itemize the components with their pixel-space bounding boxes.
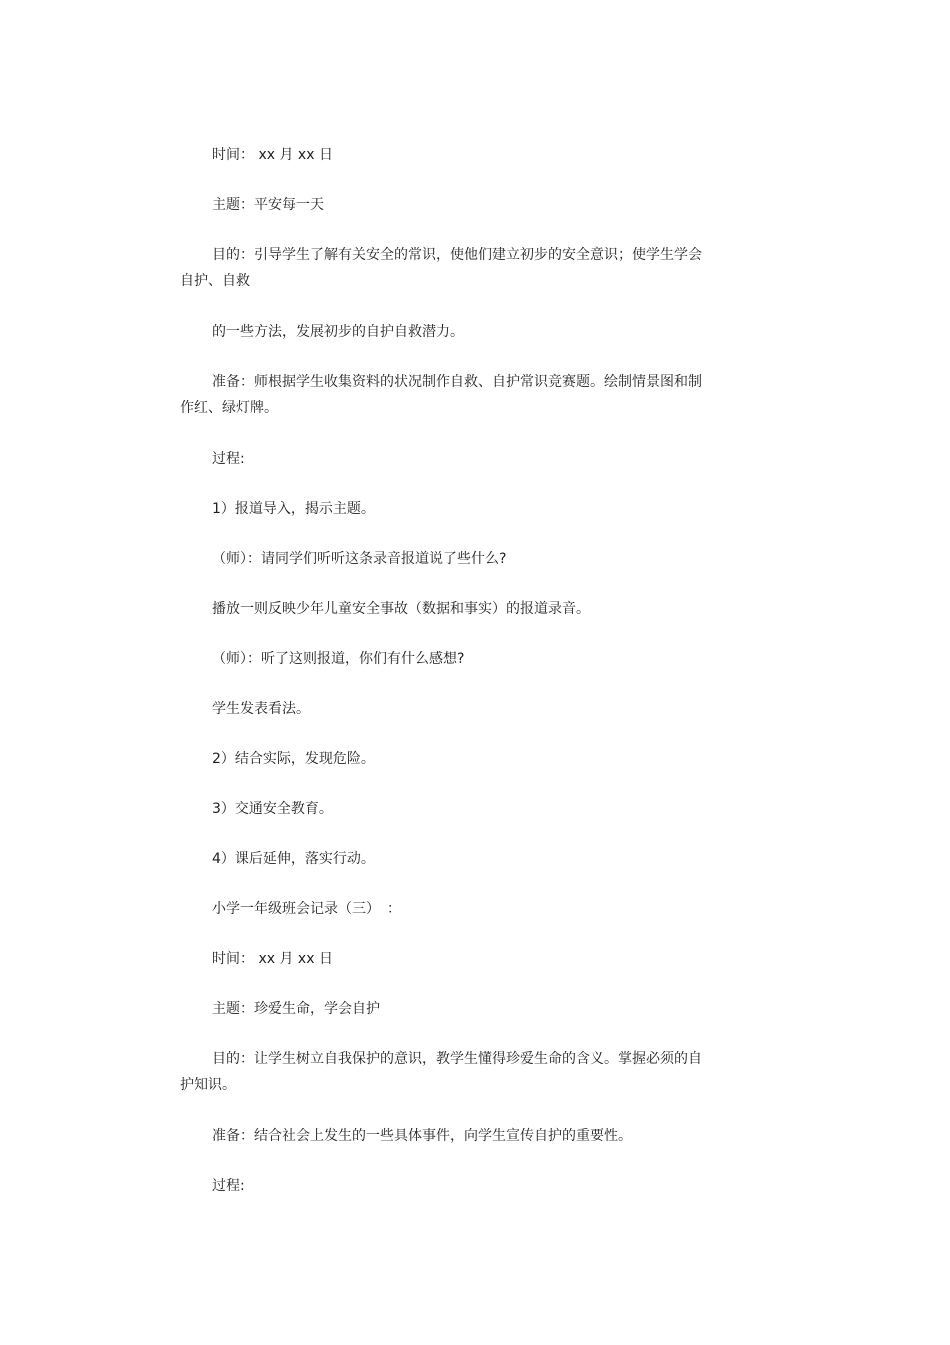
student-response-line: 学生发表看法。	[212, 701, 310, 717]
process-heading-2: 过程:	[212, 1178, 245, 1194]
process-heading-1: 过程:	[212, 451, 245, 467]
preparation-line-1: 准备：师根据学生收集资料的状况制作自救、自护常识竞赛题。绘制情景图和制作红、绿灯牌。	[180, 374, 702, 416]
process-step-4: 4）课后延伸，落实行动。	[212, 851, 375, 867]
process-step-1: 1）报道导入，揭示主题。	[212, 501, 375, 517]
purpose-line-1: 目的：引导学生了解有关安全的常识，使他们建立初步的安全意识；使学生学会自护、自救	[180, 247, 702, 289]
document-body	[180, 142, 708, 1223]
teacher-question-1: （师）：请同学们听听这条录音报道说了些什么?	[212, 551, 507, 567]
section-title-3: 小学一年级班会记录（三） ：	[212, 901, 401, 917]
theme-line-1: 主题：平安每一天	[212, 197, 324, 213]
teacher-question-2: （师）：听了这则报道，你们有什么感想?	[212, 651, 465, 667]
time-line-1: 时间： xx 月 xx 日	[212, 147, 333, 163]
theme-line-2: 主题：珍爱生命，学会自护	[212, 1001, 380, 1017]
preparation-line-2: 准备：结合社会上发生的一些具体事件，向学生宣传自护的重要性。	[212, 1128, 632, 1144]
play-recording-line: 播放一则反映少年儿童安全事故（数据和事实）的报道录音。	[212, 601, 590, 617]
process-step-3: 3）交通安全教育。	[212, 801, 333, 817]
time-line-2: 时间： xx 月 xx 日	[212, 951, 333, 967]
process-step-2: 2）结合实际，发现危险。	[212, 751, 375, 767]
purpose-continuation-1: 的一些方法，发展初步的自护自救潜力。	[212, 324, 464, 340]
purpose-line-2: 目的：让学生树立自我保护的意识，教学生懂得珍爱生命的含义。掌握必须的自护知识。	[180, 1051, 702, 1093]
